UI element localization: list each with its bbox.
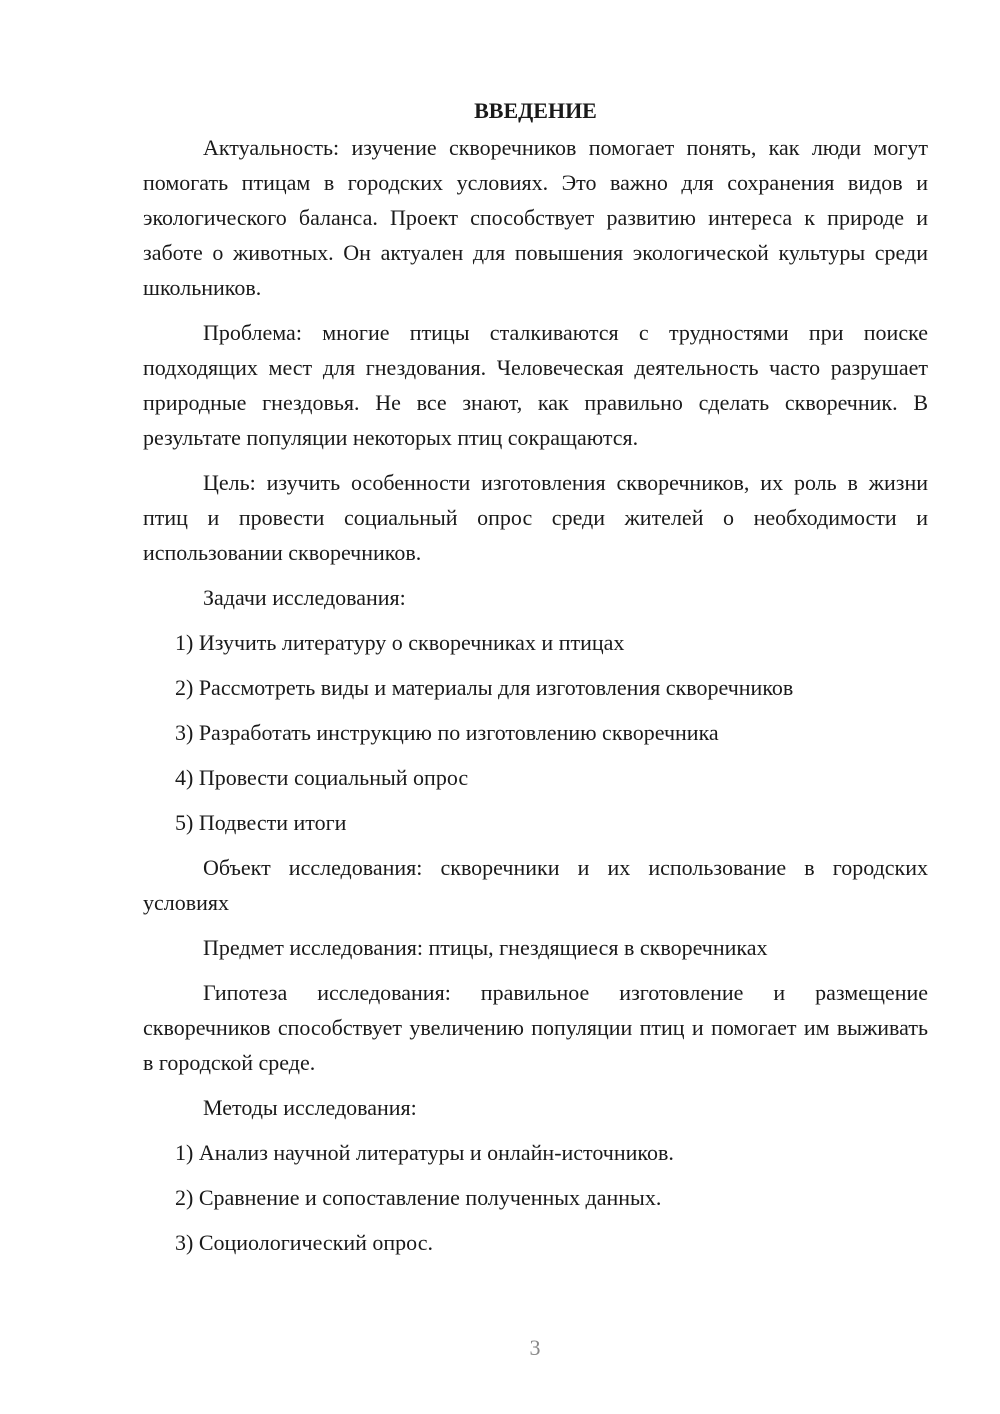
hypothesis-paragraph: Гипотеза исследования: правильное изготовление и размещение скворечников способствует увеличению популяции птиц и помогает им выживать в городской среде.	[143, 980, 928, 1075]
section-title: ВВЕДЕНИЕ	[474, 98, 597, 123]
list-item: 3) Разработать инструкцию по изготовлению скворечника	[175, 720, 719, 745]
list-item: 1) Изучить литературу о скворечниках и птицах	[175, 630, 625, 655]
page-number: 3	[529, 1335, 541, 1360]
methods-heading: Методы исследования:	[203, 1095, 417, 1120]
object-paragraph: Объект исследования: скворечники и их использование в городских условиях	[143, 855, 928, 915]
tasks-list	[143, 625, 928, 840]
subject-paragraph: Предмет исследования: птицы, гнездящиеся в скворечниках	[203, 935, 768, 960]
list-item: 2) Рассмотреть виды и материалы для изготовления скворечников	[175, 675, 794, 700]
list-item: 5) Подвести итоги	[175, 810, 347, 835]
goal-paragraph: Цель: изучить особенности изготовления скворечников, их роль в жизни птиц и провести социальный опрос среди жителей о необходимости и использовании скворечников.	[143, 470, 928, 565]
page-content	[143, 96, 928, 1270]
relevance-paragraph: Актуальность: изучение скворечников помогает понять, как люди могут помогать птицам в городских условиях. Это важно для сохранения видов и экологического баланса. Проект способствует развитию интереса к природе и заботе о животных. Он актуален для повышения экологической культуры среди школьников.	[143, 135, 928, 300]
list-item: 4) Провести социальный опрос	[175, 765, 469, 790]
problem-paragraph: Проблема: многие птицы сталкиваются с трудностями при поиске подходящих мест для гнездования. Человеческая деятельность часто разрушает природные гнездовья. Не все знают, как правильно сделать скворечник. В результате популяции некоторых птиц сокращаются.	[143, 320, 928, 450]
tasks-heading: Задачи исследования:	[203, 585, 406, 610]
list-item: 1) Анализ научной литературы и онлайн-источников.	[175, 1140, 674, 1165]
list-item: 2) Сравнение и сопоставление полученных данных.	[175, 1185, 662, 1210]
list-item: 3) Социологический опрос.	[175, 1230, 433, 1255]
methods-list	[143, 1135, 928, 1260]
